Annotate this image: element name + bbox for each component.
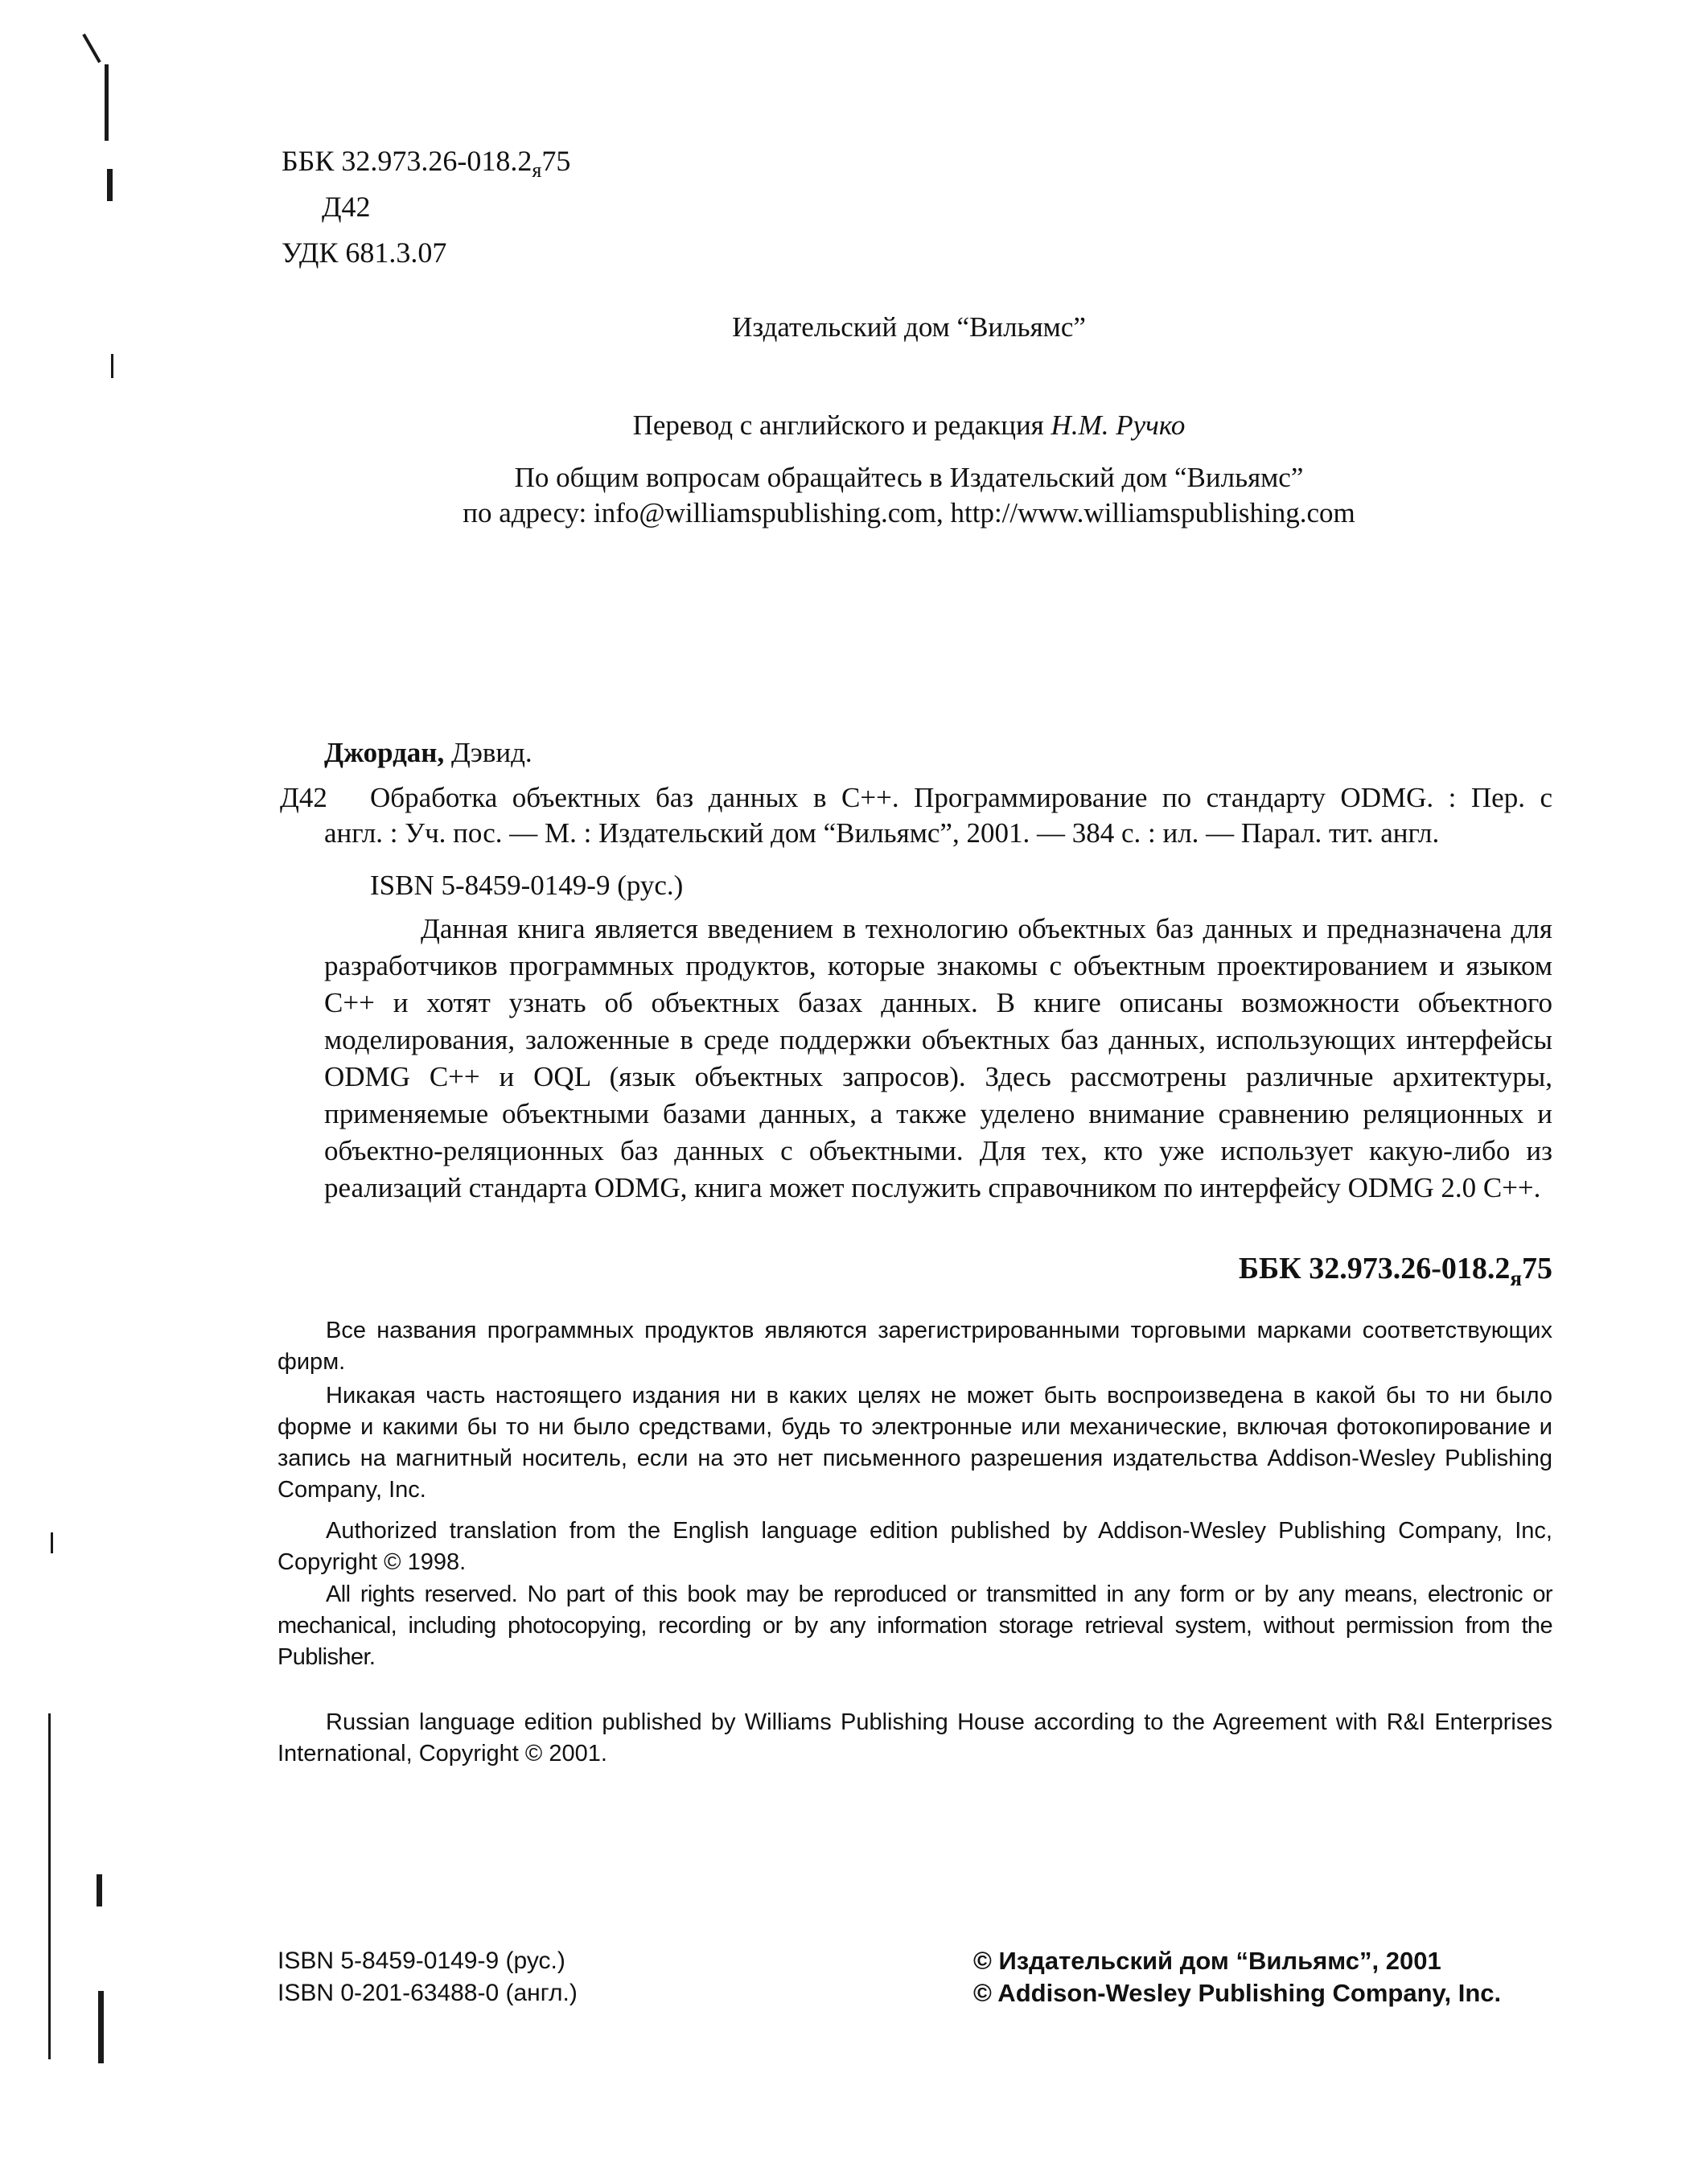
publisher-line: Издательский дом “Вильямс” <box>732 311 1086 343</box>
reproduction-notice: Никакая часть настоящего издания ни в каких целях не может быть воспроизведена в какой бы то ни было форме и какими бы то ни было средствами, будь то электронные или механические, включая фотокопирование и запись на магнитный носитель, если на это нет письменного разрешения издательства Addison-Wesley Publishing Company, Inc. <box>278 1383 1552 1503</box>
scan-mark <box>82 34 101 64</box>
rights-notice: All rights reserved. No part of this book may be reproduced or transmitted in any form or by any means, electronic or mechanical, including photocopying, recording or by any information storage retrieval system, without permission from the Publisher. <box>278 1581 1552 1670</box>
bbk-right-suffix: 75 <box>1522 1252 1552 1285</box>
translator-name: Н.М. Ручко <box>1051 409 1186 441</box>
bbk-prefix: ББК 32.973.26-018.2 <box>282 145 532 177</box>
authorized-translation-notice: Authorized translation from the English language edition published by Addison-Wesley Publishing Company, Inc, Copyright © 1998. <box>278 1518 1552 1575</box>
footer-isbn-ru: ISBN 5-8459-0149-9 (рус.) <box>278 1948 565 1974</box>
bbk-code <box>282 145 570 187</box>
abstract-paragraph: Данная книга является введением в технологию объектных баз данных и предназначена для разработчиков программных продуктов, которые знакомы с объектным проектированием и языком C++ и хотят узнать об объектных базах данных. В книге описаны возможности объектного моделирования, заложенные в среде поддержки объектных баз данных, использующих интерфейсы ODMG C++ и OQL (язык объектных запросов). Здесь рассмотрены различные архитектуры, применяемые объектными базами данных, а также уделено внимание сравнению реляционных и объектно-реляционных баз данных с объектными. Для тех, кто уже использует какую-либо из реализаций стандарта ODMG, книга может послужить справочником по интерфейсу ODMG 2.0 C++. <box>324 913 1552 1203</box>
bbk-right-prefix: ББК 32.973.26-018.2 <box>1238 1252 1511 1285</box>
footer-copyright-en: © Addison-Wesley Publishing Company, Inc. <box>973 1979 1502 2007</box>
scan-mark <box>51 1532 53 1553</box>
footer-copyright-ru: © Издательский дом “Вильямс”, 2001 <box>973 1947 1441 1975</box>
scan-mark <box>97 1874 102 1906</box>
trademarks-notice: Все названия программных продуктов являются зарегистрированными торговыми марками соответствующих фирм. <box>278 1318 1552 1375</box>
author-surname: Джордан, <box>324 737 445 768</box>
bbk-subscript: я <box>532 158 542 182</box>
scan-mark <box>98 1991 104 2063</box>
footer-copyright-block <box>973 1945 1501 2009</box>
bbk-right-subscript: я <box>1510 1266 1522 1290</box>
translation-prefix: Перевод с английского и редакция <box>632 409 1051 441</box>
bib-entry-line-1: Обработка объектных баз данных в C++. Программирование по стандарту ODMG. : Пер. с <box>370 782 1552 813</box>
scan-mark <box>107 169 113 201</box>
bbk-code-right <box>1046 1251 1552 1291</box>
bib-isbn: ISBN 5-8459-0149-9 (рус.) <box>370 870 684 901</box>
scan-mark <box>48 1713 51 2059</box>
author-name: Дэвид. <box>444 737 532 768</box>
translation-line <box>483 408 1335 443</box>
russian-edition-notice: Russian language edition published by Williams Publishing House according to the Agreement with R&I Enterprises International, Copyright © 2001. <box>278 1709 1552 1767</box>
scan-mark <box>111 354 113 378</box>
contact-line-2: по адресу: info@williamspublishing.com, http://www.williamspublishing.com <box>463 497 1355 529</box>
scan-mark <box>105 64 109 141</box>
contact-line-1: По общим вопросам обращайтесь в Издательский дом “Вильямс” <box>514 462 1304 493</box>
footer-isbn-en: ISBN 0-201-63488-0 (англ.) <box>278 1980 578 2006</box>
bib-entry-line-2: англ. : Уч. пос. — М. : Издательский дом “Вильямс”, 2001. — 384 с. : ил. — Парал. тит. англ. <box>324 817 1440 849</box>
bib-mark: Д42 <box>280 782 327 813</box>
bib-author <box>324 737 532 769</box>
footer-isbn-block <box>278 1945 578 2009</box>
bbk-suffix: 75 <box>541 145 571 177</box>
author-mark: Д42 <box>322 191 371 223</box>
udk-code: УДК 681.3.07 <box>282 236 447 269</box>
